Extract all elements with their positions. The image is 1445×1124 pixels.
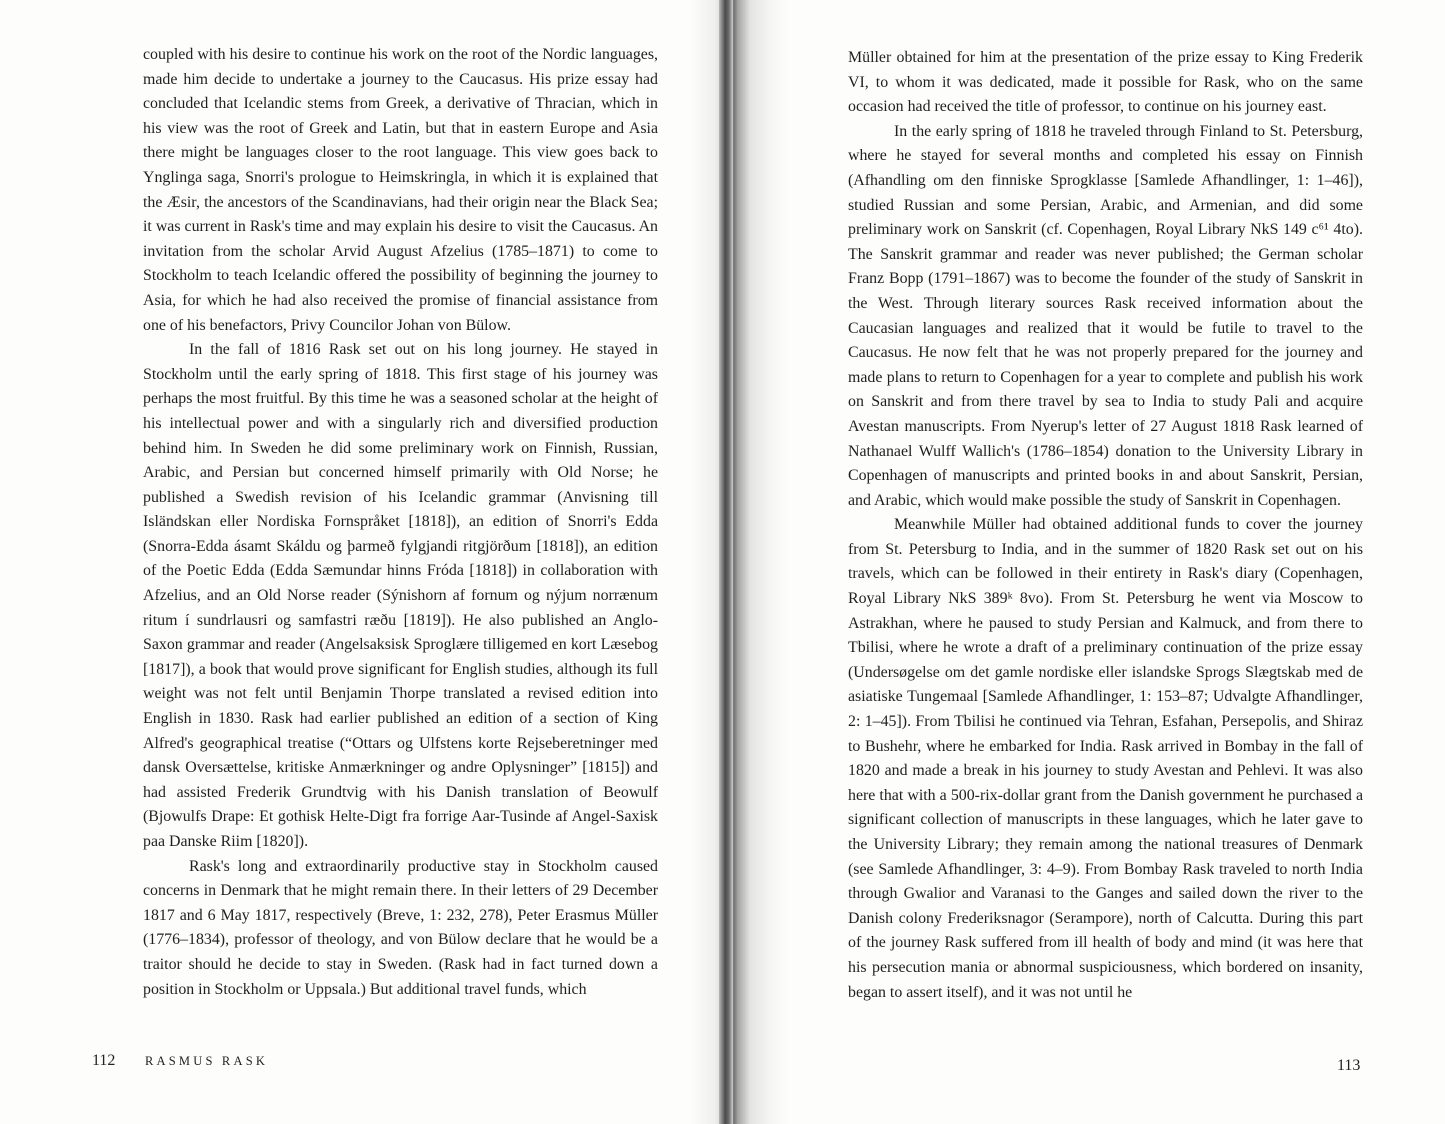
- paragraph: In the early spring of 1818 he traveled through Finland to St. Petersburg, where he stayed for several months and completed his essay on Finnish (Afhandling om den finniske Sprogklasse [Samlede Afhandlinger, 1: 1–46]), studied Russian and some Persian, Arabic, and Armenian, and did some preliminary work on Sanskrit (cf. Copenhagen, Royal Library NkS 149 c⁶¹ 4to). The Sanskrit grammar and reader was never published; the German scholar Franz Bopp (1791–1867) was to become the founder of the study of Sanskrit in the West. Through literary sources Rask received information about the Caucasian languages and realized that it would be futile to travel to the Caucasus. He now felt that he was not properly prepared for the journey and made plans to return to Copenhagen for a year to complete and publish his work on Sanskrit and from there travel by sea to India to study Pali and acquire Avestan manuscripts. From Nyerup's letter of 27 August 1818 Rask learned of Nathanael Wulff Wallich's (1786–1854) donation to the University Library in Copenhagen of manuscripts and printed books in and about Sanskrit, Persian, and Arabic, which would make possible the study of Sanskrit in Copenhagen.: [848, 122, 1363, 509]
- running-head: RASMUS RASK: [145, 1054, 269, 1068]
- left-page-body: [143, 43, 658, 1002]
- right-page-body: [848, 46, 1363, 1005]
- paragraph: In the fall of 1816 Rask set out on his long journey. He stayed in Stockholm until the early spring of 1818. This first stage of his journey was perhaps the most fruitful. By this time he was a seasoned scholar at the height of his intellectual power and with a singularly rich and diversified production behind him. In Sweden he did some preliminary work on Finnish, Russian, Arabic, and Persian but concerned himself primarily with Old Norse; he published a Swedish revision of his Icelandic grammar (Anvisning till Isländskan eller Nordiska Fornspråket [1818]), an edition of Snorri's Edda (Snorra-Edda ásamt Skáldu og þarmeð fylgjandi ritgjörðum [1818]), an edition of the Poetic Edda (Edda Sæmundar hinns Fróda [1818]) in collaboration with Afzelius, and an Old Norse reader (Sýnishorn af fornum og nýjum norrænum ritum í sundrlausri og samfastri ræðu [1819]). He also published an Anglo-Saxon grammar and reader (Angelsaksisk Sproglære tilligemed en kort Læsebog [1817]), a book that would prove significant for English studies, although its full weight was not felt until Benjamin Thorpe translated a revised edition into English in 1830. Rask had earlier published an edition of a section of King Alfred's geographical treatise (“Ottars og Ulfstens korte Rejseberetninger med dansk Oversættelse, kritiske Anmærkninger og andre Oplysninger” [1815]) and had assisted Frederik Grundtvig with his Danish translation of Beowulf (Bjowulfs Drape: Et gothisk Helte-Digt fra forrige Aar-Tusinde af Angel-Saxisk paa Danske Riim [1820]).: [143, 341, 658, 850]
- paragraph: Meanwhile Müller had obtained additional funds to cover the journey from St. Petersburg to India, and in the summer of 1820 Rask set out on his travels, which can be followed in their entirety in Rask's diary (Copenhagen, Royal Library NkS 389ᵏ 8vo). From St. Petersburg he went via Moscow to Astrakhan, where he paused to study Persian and Kalmuck, and from there to Tbilisi, where he wrote a draft of a preliminary continuation of the prize essay (Undersøgelse om det gamle nordiske eller islandske Sprogs Slægtskab med de asiatiske Tungemaal [Samlede Afhandlinger, 1: 153–87; Udvalgte Afhandlinger, 2: 1–45]). From Tbilisi he continued via Tehran, Esfahan, Persepolis, and Shiraz to Bushehr, where he embarked for India. Rask arrived in Bombay in the fall of 1820 and made a break in his journey to study Avestan and Pehlevi. It was also here that with a 500-rix-dollar grant from the Danish government he purchased a significant collection of manuscripts in these languages, which he later gave to the University Library; they remain among the national treasures of Denmark (see Samlede Afhandlinger, 3: 4–9). From Bombay Rask traveled to north India through Gwalior and Varanasi to the Ganges and sailed down the river to the Danish colony Frederiksnagor (Serampore), north of Calcutta. During this part of the journey Rask suffered from ill health of body and mind (it was here that his persecution mania or abnormal suspiciousness, which bordered on insanity, began to assert itself), and it was not until he: [848, 516, 1363, 1001]
- page-number: 113: [1337, 1057, 1361, 1074]
- paragraph: Müller obtained for him at the presentation of the prize essay to King Frederik VI, to whom it was dedicated, made it possible for Rask, who on the same occasion had received the title of professor, to continue on his journey east.: [848, 49, 1363, 116]
- page-number: 112: [92, 1052, 116, 1069]
- paragraph: coupled with his desire to continue his work on the root of the Nordic languages, made him decide to undertake a journey to the Caucasus. His prize essay had concluded that Icelandic stems from Greek, a derivative of Thracian, which in his view was the root of Greek and Latin, but that in eastern Europe and Asia there might be languages closer to the root language. This view goes back to Ynglinga saga, Snorri's prologue to Heimskringla, in which it is explained that the Æsir, the ancestors of the Scandinavians, had their origin near the Black Sea; it was current in Rask's time and may explain his desire to visit the Caucasus. An invitation from the scholar Arvid August Afzelius (1785–1871) to come to Stockholm to teach Icelandic offered the possibility of beginning the journey to Asia, for which he had also received the promise of financial assistance from one of his benefactors, Privy Councilor Johan von Bülow.: [143, 46, 658, 334]
- paragraph: Rask's long and extraordinarily productive stay in Stockholm caused concerns in Denmark that he might remain there. In their letters of 29 December 1817 and 6 May 1817, respectively (Breve, 1: 232, 278), Peter Erasmus Müller (1776–1834), professor of theology, and von Bülow declare that he would be a traitor should he decide to stay in Sweden. (Rask had in fact turned down a position in Stockholm or Uppsala.) But additional travel funds, which: [143, 857, 658, 998]
